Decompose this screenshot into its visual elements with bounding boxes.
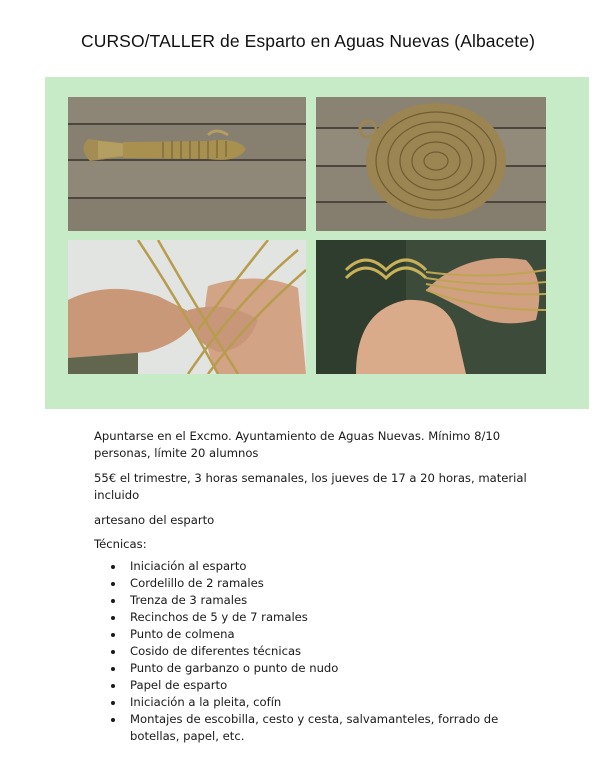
artesano-text: artesano del esparto: [94, 513, 215, 527]
bullet-icon: [111, 650, 115, 654]
list-item: Punto de garbanzo o punto de nudo: [111, 660, 511, 677]
list-item: Trenza de 3 ramales: [111, 592, 511, 609]
list-item: Recinchos de 5 y de 7 ramales: [111, 609, 511, 626]
bullet-icon: [111, 718, 115, 722]
bullet-icon: [111, 684, 115, 688]
list-item: Montajes de escobilla, cesto y cesta, salvamanteles, forrado de botellas, papel, etc.: [111, 711, 511, 745]
intro-text: Apuntarse en el Excmo. Ayuntamiento de Aguas Nuevas. Mínimo 8/10 personas, límite 20 alumnos: [94, 429, 501, 460]
bullet-icon: [111, 599, 115, 603]
bullet-icon: [111, 701, 115, 705]
price-text: 55€ el trimestre, 3 horas semanales, los jueves de 17 a 20 horas, material incluido: [94, 471, 527, 502]
list-item: Iniciación al esparto: [111, 558, 511, 575]
list-item: Cosido de diferentes técnicas: [111, 643, 511, 660]
photo-trenzado-1: [68, 240, 306, 374]
bullet-icon: [111, 616, 115, 620]
list-item: Papel de esparto: [111, 677, 511, 694]
techniques-list: [111, 558, 511, 745]
list-item: Cordelillo de 2 ramales: [111, 575, 511, 592]
list-item: Punto de colmena: [111, 626, 511, 643]
bullet-icon: [111, 633, 115, 637]
list-item: Iniciación a la pleita, cofín: [111, 694, 511, 711]
bullet-icon: [111, 667, 115, 671]
photo-salvamanteles: [316, 97, 546, 231]
photo-escobilla: [68, 97, 306, 231]
photo-panel: [45, 77, 589, 409]
bullet-icon: [111, 582, 115, 586]
photo-trenzado-2: [316, 240, 546, 374]
page-title: CURSO/TALLER de Esparto en Aguas Nuevas (Albacete): [80, 31, 536, 51]
techniques-heading: Técnicas:: [94, 537, 147, 551]
bullet-icon: [111, 565, 115, 569]
